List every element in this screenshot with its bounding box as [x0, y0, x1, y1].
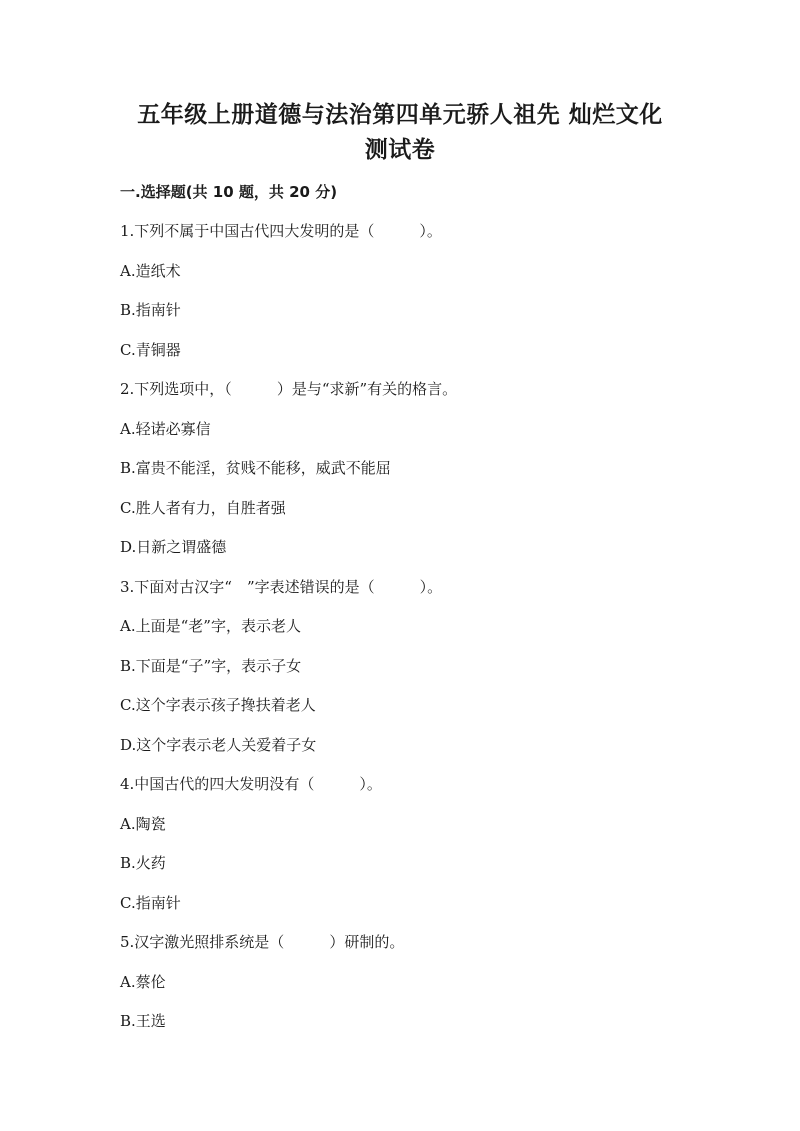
section-heading: 一.选择题(共 10 题，共 20 分): [120, 183, 338, 201]
question-1-option-b: B.指南针: [120, 301, 181, 319]
question-2-stem: 2.下列选项中，（ ）是与“求新”有关的格言。: [120, 380, 458, 398]
question-5-option-b: B.王选: [120, 1012, 166, 1030]
question-5-stem: 5.汉字激光照排系统是（ ）研制的。: [120, 933, 405, 951]
page-title-line-2: 测试卷: [364, 136, 436, 163]
question-3-stem: 3.下面对古汉字“ ”字表述错误的是（ ）。: [120, 578, 443, 596]
question-3-option-d: D.这个字表示老人关爱着子女: [120, 736, 317, 754]
question-2-option-b: B.富贵不能淫，贫贱不能移，威武不能屈: [120, 459, 391, 477]
question-4-option-b: B.火药: [120, 854, 166, 872]
question-4-option-a: A.陶瓷: [120, 815, 166, 833]
question-3-option-c: C.这个字表示孩子搀扶着老人: [120, 696, 316, 714]
question-4-option-c: C.指南针: [120, 894, 181, 912]
page-title-line-1: 五年级上册道德与法治第四单元骄人祖先 灿烂文化: [137, 101, 663, 128]
question-2-option-c: C.胜人者有力，自胜者强: [120, 499, 286, 517]
question-2-option-a: A.轻诺必寡信: [120, 420, 211, 438]
question-5-option-a: A.蔡伦: [120, 973, 166, 991]
question-3-option-a: A.上面是“老”字，表示老人: [120, 617, 301, 635]
question-1-option-c: C.青铜器: [120, 341, 181, 359]
question-3-option-b: B.下面是“子”字，表示子女: [120, 657, 302, 675]
question-2-option-d: D.日新之谓盛德: [120, 538, 227, 556]
question-4-stem: 4.中国古代的四大发明没有（ ）。: [120, 775, 382, 793]
question-1-stem: 1.下列不属于中国古代四大发明的是（ ）。: [120, 222, 442, 240]
question-1-option-a: A.造纸术: [120, 262, 181, 280]
